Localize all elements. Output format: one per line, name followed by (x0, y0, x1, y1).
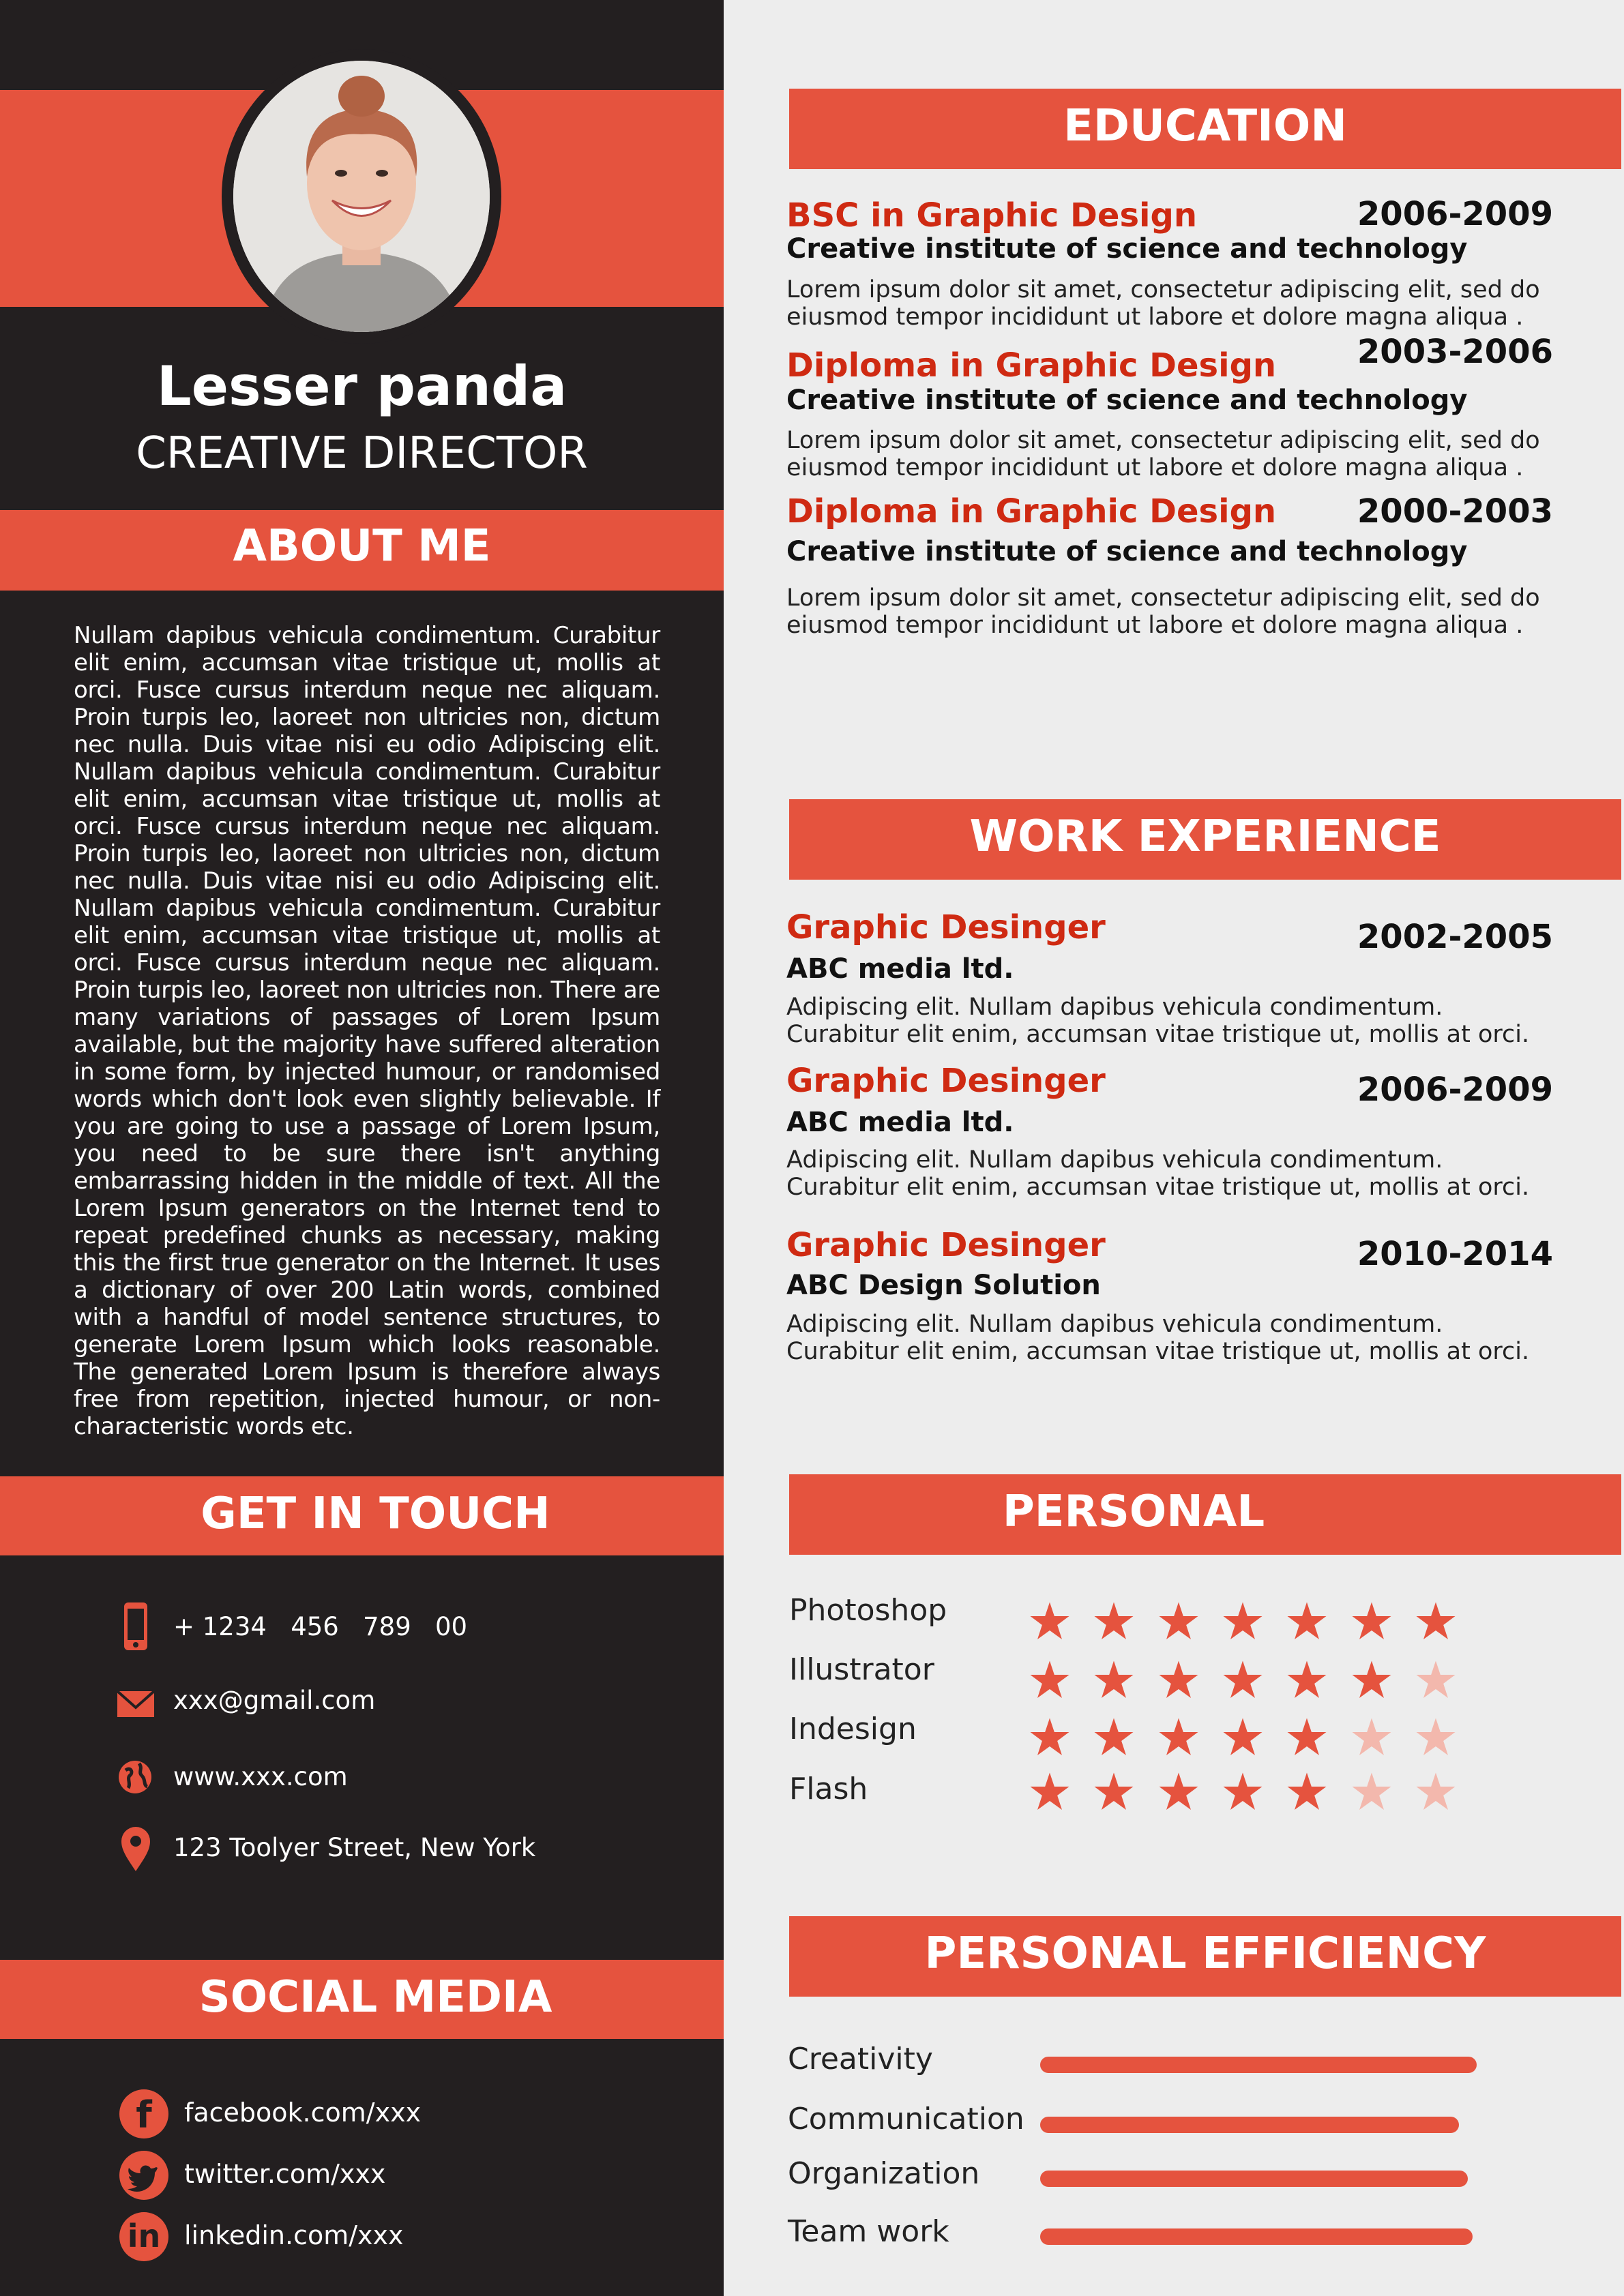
efficiency-bar (1040, 2228, 1473, 2245)
star-filled-icon (1157, 1600, 1200, 1643)
work-company: ABC media ltd. (786, 953, 1014, 985)
star-empty-icon (1350, 1771, 1393, 1813)
work-role: Graphic Desinger (786, 908, 1106, 946)
education-desc: Lorem ipsum dolor sit amet, consectetur adipiscing elit, sed do eiusmod tempor incididunt ut labore et dolore magna aliqua . (786, 584, 1540, 639)
efficiency-bar (1040, 2117, 1459, 2133)
about-text: Nullam dapibus vehicula condimentum. Curabitur elit enim, accumsan vitae tristique ut, mollis at orci. Fusce cursus interdum neque nec aliquam. Proin turpis leo, laoreet non ultricies non, dictum nec nulla. Duis vitae nisi eu odio Adipiscing elit. Nullam dapibus vehicula condimentum. Curabitur elit enim, accumsan vitae tristique ut, mollis at orci. Fusce cursus interdum neque nec aliquam. Proin turpis leo, laoreet non ultricies non, dictum nec nulla. Duis vitae nisi eu odio Adipiscing elit. Nullam dapibus vehicula condimentum. Curabitur elit enim, accumsan vitae tristique ut, mollis at orci. Fusce cursus interdum neque nec aliquam. Proin turpis leo, laoreet non ultricies non. There are many variations of passages of Lorem Ipsum available, but the majority have suffered alteration in some form, by injected humour, or randomised words which don't look even slightly believable. If you are going to use a passage of Lorem Ipsum, you need to be sure there isn't anything embarrassing hidden in the middle of text. All the Lorem Ipsum generators on the Internet tend to repeat predefined chunks as necessary, making this the first true generator on the Internet. It uses a dictionary of over 200 Latin words, combined with a handful of model sentence structures, to generate Lorem Ipsum which looks reasonable. The generated Lorem Ipsum is therefore always free from repetition, injected humour, or non-characteristic words etc. (74, 622, 660, 1440)
star-filled-icon (1157, 1659, 1200, 1701)
star-empty-icon (1415, 1716, 1457, 1759)
education-institute: Creative institute of science and technology (786, 385, 1468, 416)
efficiency-label: Team work (788, 2214, 949, 2249)
twitter-link[interactable]: twitter.com/xxx (184, 2159, 386, 2189)
star-filled-icon (1222, 1716, 1264, 1759)
education-degree: Diploma in Graphic Design (786, 346, 1277, 385)
work-company: ABC media ltd. (786, 1107, 1014, 1138)
linkedin-link[interactable]: linkedin.com/xxx (184, 2220, 404, 2250)
work-heading: WORK EXPERIENCE (969, 811, 1441, 862)
efficiency-label: Creativity (788, 2042, 933, 2076)
education-years: 2006-2009 (1357, 195, 1553, 233)
efficiency-label: Organization (788, 2156, 980, 2191)
about-band (0, 510, 724, 591)
star-filled-icon (1286, 1600, 1328, 1643)
phone-text: + 1234 456 789 00 (173, 1612, 468, 1641)
skill-rating (1029, 1659, 1479, 1707)
work-role: Graphic Desinger (786, 1226, 1106, 1264)
profile-photo-frame (222, 49, 501, 344)
profile-photo (233, 61, 490, 332)
star-empty-icon (1415, 1659, 1457, 1701)
skill-rating (1029, 1600, 1479, 1648)
phone-icon (116, 1602, 157, 1650)
work-years: 2002-2005 (1357, 918, 1553, 956)
skill-rating (1029, 1716, 1479, 1764)
social-twitter[interactable] (116, 2151, 662, 2205)
star-filled-icon (1222, 1771, 1264, 1813)
skill-label: Illustrator (789, 1652, 934, 1687)
star-filled-icon (1157, 1771, 1200, 1813)
location-pin-icon (116, 1823, 157, 1871)
contact-website[interactable] (116, 1753, 662, 1807)
star-filled-icon (1286, 1771, 1328, 1813)
education-desc: Lorem ipsum dolor sit amet, consectetur adipiscing elit, sed do eiusmod tempor incididunt ut labore et dolore magna aliqua . (786, 427, 1540, 481)
education-institute: Creative institute of science and technology (786, 233, 1468, 265)
globe-icon (116, 1753, 157, 1800)
contact-band (0, 1476, 724, 1555)
star-filled-icon (1029, 1716, 1071, 1759)
star-empty-icon (1415, 1771, 1457, 1813)
contact-address (116, 1823, 662, 1878)
profile-name: Lesser panda (156, 355, 567, 418)
about-heading: ABOUT ME (233, 521, 491, 571)
star-empty-icon (1350, 1716, 1393, 1759)
personal-heading: PERSONAL (1002, 1487, 1265, 1537)
star-filled-icon (1093, 1600, 1135, 1643)
skill-rating (1029, 1771, 1479, 1819)
star-filled-icon (1093, 1659, 1135, 1701)
skill-label: Flash (789, 1772, 868, 1806)
contact-phone (116, 1602, 662, 1657)
work-desc: Adipiscing elit. Nullam dapibus vehicula condimentum. Curabitur elit enim, accumsan vitae tristique ut, mollis at orci. (786, 1146, 1530, 1201)
twitter-bird-icon (119, 2151, 168, 2200)
facebook-icon-glyph: f (136, 2093, 152, 2136)
star-filled-icon (1029, 1600, 1071, 1643)
education-heading: EDUCATION (1063, 101, 1347, 151)
skill-label: Photoshop (789, 1593, 947, 1628)
avatar (233, 61, 490, 332)
star-filled-icon (1029, 1771, 1071, 1813)
facebook-link[interactable]: facebook.com/xxx (184, 2098, 422, 2128)
efficiency-heading: PERSONAL EFFICIENCY (924, 1928, 1486, 1979)
star-filled-icon (1093, 1771, 1135, 1813)
star-filled-icon (1029, 1659, 1071, 1701)
education-years: 2000-2003 (1357, 492, 1553, 531)
profile-title: CREATIVE DIRECTOR (136, 428, 588, 479)
education-desc: Lorem ipsum dolor sit amet, consectetur adipiscing elit, sed do eiusmod tempor incididunt ut labore et dolore magna aliqua . (786, 276, 1540, 331)
star-filled-icon (1222, 1659, 1264, 1701)
star-filled-icon (1350, 1659, 1393, 1701)
efficiency-label: Communication (788, 2102, 1024, 2136)
facebook-icon (119, 2089, 168, 2138)
work-years: 2010-2014 (1357, 1235, 1553, 1273)
star-filled-icon (1157, 1716, 1200, 1759)
work-company: ABC Design Solution (786, 1270, 1101, 1301)
star-filled-icon (1286, 1659, 1328, 1701)
education-degree: BSC in Graphic Design (786, 196, 1197, 235)
contact-heading: GET IN TOUCH (201, 1489, 550, 1539)
education-degree: Diploma in Graphic Design (786, 492, 1277, 531)
twitter-icon (119, 2151, 168, 2200)
efficiency-bar (1040, 2057, 1477, 2073)
social-linkedin[interactable] (116, 2212, 662, 2267)
star-filled-icon (1286, 1716, 1328, 1759)
mail-icon (116, 1676, 157, 1724)
star-filled-icon (1350, 1600, 1393, 1643)
address-text: 123 Toolyer Street, New York (173, 1833, 536, 1862)
website-text[interactable]: www.xxx.com (173, 1762, 348, 1791)
linkedin-icon (119, 2212, 168, 2261)
left-sidebar (0, 0, 724, 2296)
efficiency-bar (1040, 2171, 1468, 2187)
social-facebook[interactable] (116, 2089, 662, 2144)
social-heading: SOCIAL MEDIA (198, 1972, 552, 2023)
work-desc: Adipiscing elit. Nullam dapibus vehicula condimentum. Curabitur elit enim, accumsan vitae tristique ut, mollis at orci. (786, 1311, 1530, 1365)
work-years: 2006-2009 (1357, 1071, 1553, 1109)
contact-email[interactable] (116, 1676, 662, 1731)
education-institute: Creative institute of science and technology (786, 536, 1468, 567)
star-filled-icon (1415, 1600, 1457, 1643)
linkedin-icon-glyph: in (127, 2218, 161, 2254)
skill-label: Indesign (789, 1712, 917, 1746)
social-band (0, 1960, 724, 2039)
work-role: Graphic Desinger (786, 1062, 1106, 1100)
star-filled-icon (1093, 1716, 1135, 1759)
education-years: 2003-2006 (1357, 333, 1553, 371)
work-desc: Adipiscing elit. Nullam dapibus vehicula condimentum. Curabitur elit enim, accumsan vitae tristique ut, mollis at orci. (786, 994, 1530, 1048)
email-text[interactable]: xxx@gmail.com (173, 1686, 376, 1715)
star-filled-icon (1222, 1600, 1264, 1643)
